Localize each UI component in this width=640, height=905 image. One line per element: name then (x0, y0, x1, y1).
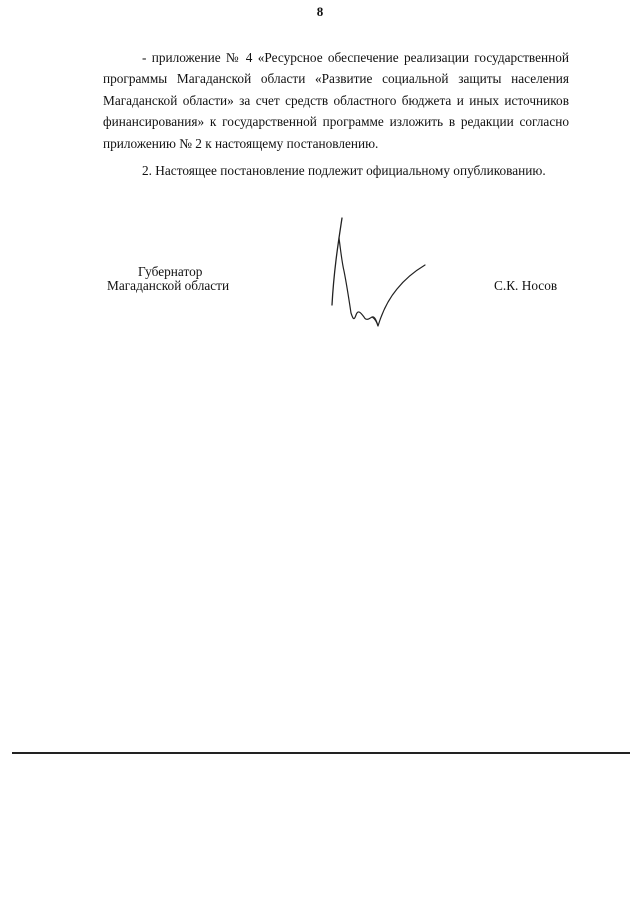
document-body (103, 47, 569, 181)
bottom-divider (12, 752, 630, 754)
handwritten-signature (315, 213, 435, 333)
paragraph-appendix-4: - приложение № 4 «Ресурсное обеспечение реализации государственной программы Магаданской области «Развитие социальной защиты населения Магаданской области» за счет средств областного бюджета и иных источников финансирования» к государственной программе изложить в редакции согласно приложению № 2 к настоящему постановлению. (103, 50, 569, 151)
page-number: 8 (316, 4, 324, 19)
paragraph-publication: 2. Настоящее постановление подлежит официальному опубликованию. (142, 163, 546, 179)
signer-name: С.К. Носов (494, 278, 558, 293)
signer-position-region: Магаданской области (107, 278, 230, 293)
signer-position-title: Губернатор (138, 264, 203, 279)
